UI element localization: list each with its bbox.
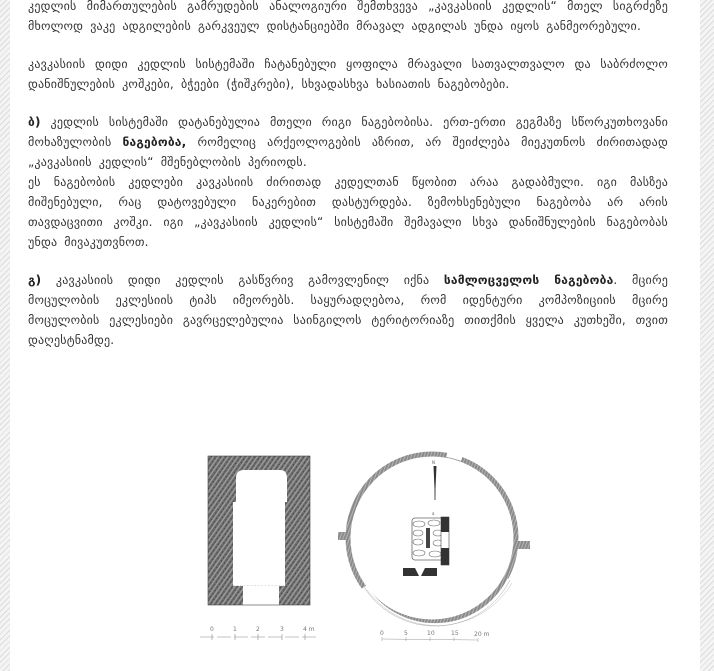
paragraph-text: კედლის მიმართულების გამრუდების ანალოგიური შემთხვევა „კავკასიის კედლის“ მთელ სიგრძეზე მხოლოდ ვაკე ადგილების გარკვეულ დისტანციებში მრავალ ადგილას უნდა იყოს განმეორებული. xyxy=(28,0,668,33)
paragraph-text: კავკასიის დიდი კედლის გასწვრივ გამოვლენილ იქნა xyxy=(41,273,444,287)
scale-label: 10 xyxy=(427,630,435,637)
article-body xyxy=(28,0,668,368)
section-drawing-vertical xyxy=(441,517,449,565)
left-scale-bar xyxy=(200,626,318,640)
paragraph-wall-curvature xyxy=(28,0,668,36)
scale-label: 15 xyxy=(451,630,459,637)
scale-label: 0 xyxy=(210,626,214,633)
bold-term-chapel: სამლოცველოს ნაგებობა xyxy=(443,273,614,287)
paragraph-g-chapel xyxy=(28,270,668,350)
paragraph-text: კავკასიის დიდი კედლის სისტემაში ჩატანებული ყოფილა მრავალი სათვალთვალო და საბრძოლო დანიშნულების კოშკები, ბჭეები (ჭიშკრები), სხვადასხვა ხასიათის ნაგებობები. xyxy=(28,57,668,91)
central-stone-structure xyxy=(412,511,444,560)
scale-label: 20 m xyxy=(474,631,490,638)
section-marker-b: ბ) xyxy=(28,115,41,129)
right-scrollbar-track[interactable] xyxy=(700,0,714,671)
right-scale-bar xyxy=(380,630,490,642)
section-drawing-horizontal xyxy=(403,568,437,576)
section-marker-g: გ) xyxy=(28,273,42,287)
architectural-plans-figure xyxy=(190,440,530,671)
paragraph-text: კედლის სისტემაში დატანებულია მთელი რიგი ნაგებობისა. ერთ-ერთი გეგმაზე სწორკუთხოვანი მოხაზულობის xyxy=(28,115,668,149)
scale-label: 4 m xyxy=(303,626,315,633)
paragraph-wall-system-towers xyxy=(28,54,668,94)
paragraph-text: . მცირე მოცულობის ეკლესიის ტიპს იმეორებს. საყურადღებოა, რომ იდენტური კომპოზიციის მცირე მოცულობის ეკლესიები გავრცელებულია საინგილოს ტერიტორიაზე თითქმის ყველა კუთხეში, თვით დაღესტნამდე. xyxy=(28,273,668,347)
circular-enclosure-plan xyxy=(338,454,530,626)
rectangular-building-plan xyxy=(208,456,310,605)
paragraph-text: ეს ნაგებობის კედლები კავკასიის ძირითად კედელთან წყობით არაა გადაბმული. იგი მასზეა მიშენებული, რაც დატოვებული ნაკერებით დასტურდება. ზემოხსენებული ნაგებობა არ არის თავდაცვითი კოშკი. იგი „კავკასიის კედლის“ სისტემაში შემავალი სხვა დანიშნულების ნაგებობას უნდა მივაკუთვნოთ. xyxy=(28,175,668,249)
scale-label: 2 xyxy=(256,626,260,633)
bold-term-building: ნაგებობა, xyxy=(122,135,187,149)
scale-label: 1 xyxy=(233,626,237,633)
scale-label: 0 xyxy=(380,630,384,637)
svg-text:N: N xyxy=(432,460,435,465)
scale-label: 5 xyxy=(404,630,408,637)
paragraph-text: რომელიც არქეოლოგების აზრით, არ შეიძლება მიეკუთნოს ძირითადად „კავკასიის კედლის“ მშენებლობის პერიოდს. xyxy=(28,135,668,169)
left-border-decoration xyxy=(0,0,10,671)
scale-label: 3 xyxy=(280,626,284,633)
paragraph-b-rectangular-building xyxy=(28,112,668,252)
svg-text:a: a xyxy=(432,511,435,516)
